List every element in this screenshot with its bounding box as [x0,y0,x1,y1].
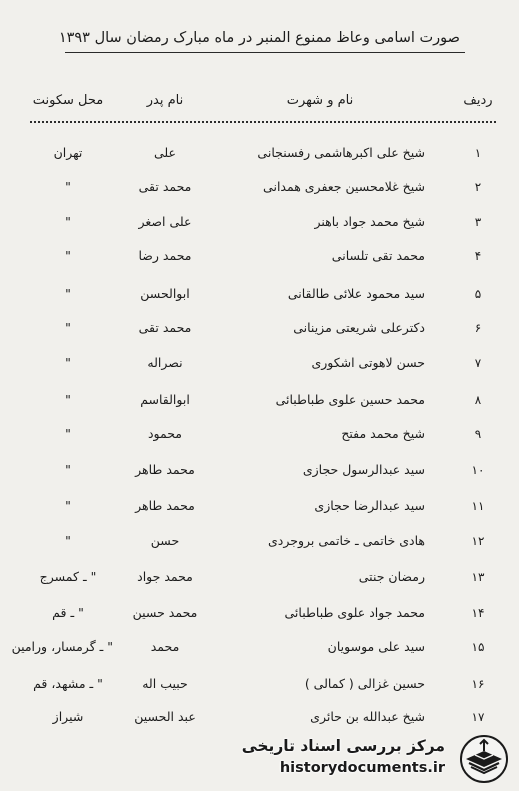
row-name: شیخ علی اکبرهاشمی رفسنجانی [257,145,425,160]
row-residence: " [65,533,71,548]
table-header [30,93,495,113]
row-father: محمود [147,426,182,441]
row-num: ۱۵ [471,640,485,654]
table-row [11,633,495,661]
row-name: محمد تقی تلسانی [331,248,425,263]
row-residence: " ـ گرمسار، ورامین [11,639,113,654]
row-name: دکترعلی شریعتی مزینانی [293,320,425,335]
table-row [30,173,495,201]
row-residence: " [65,179,71,194]
table-row [30,599,495,627]
table-row [30,349,495,377]
row-name: محمد جواد علوی طباطبائی [284,605,425,620]
row-name: رمضان جنتی [358,569,425,584]
row-residence: " [65,214,71,229]
row-father: محمد تقی [138,320,192,335]
row-num: ۸ [474,393,482,407]
table-row [30,563,495,591]
table-row [30,703,495,731]
document-title: صورت اسامی وعاظ ممنوع المنبر در ماه مبارک رمضان سال ۱۳۹۳ [58,30,460,46]
row-father: علی اصغر [138,214,192,229]
row-residence: " [65,248,71,263]
row-father: محمد طاهر [135,498,195,513]
row-residence: " [65,286,71,301]
table-row [30,456,495,484]
row-name: سید عبدالرضا حجازی [314,498,425,513]
row-father: عبد الحسین [134,709,196,724]
row-num: ۴ [474,249,482,263]
row-name: شیخ محمد مفتح [341,426,425,441]
row-num: ۶ [474,321,482,335]
table-row [30,139,495,167]
row-father: حسن [150,533,180,548]
table-row [30,208,495,236]
row-num: ۱۶ [471,677,485,691]
title-underline [65,52,465,53]
table-row [30,670,495,698]
row-name: حسین غزالی ( کمالی ) [304,676,425,691]
row-num: ۱۲ [471,534,485,548]
table-row [30,280,495,308]
row-name: محمد حسین علوی طباطبائی [275,392,425,407]
table-row [30,242,495,270]
row-name: شیخ عبدالله بن حائری [310,709,425,724]
row-name: هادی خاتمی ـ خاتمی بروجردی [267,533,425,548]
row-residence: " [65,355,71,370]
row-father: محمد تقی [138,179,192,194]
header-name: نام و شهرت [286,93,354,108]
header-num: ردیف [463,93,493,108]
row-name: حسن لاهوتی اشکوری [311,355,425,370]
row-num: ۱۴ [471,606,485,620]
row-residence: " [65,392,71,407]
row-num: ۳ [474,215,482,229]
row-residence: " [65,498,71,513]
watermark-org-name: مرکز بررسی اسناد تاریخی [241,737,445,755]
row-residence: شیراز [52,709,84,724]
header-father: نام پدر [146,93,184,108]
table-row [30,314,495,342]
row-residence: " [65,426,71,441]
row-residence: " [65,320,71,335]
row-father: محمد طاهر [135,462,195,477]
row-father: ابوالقاسم [140,392,190,407]
table-row [30,492,495,520]
row-num: ۱۳ [471,570,485,584]
row-father: ابوالحسن [140,286,190,301]
row-father: محمد رضا [138,248,192,263]
row-num: ۱۱ [471,499,485,513]
row-name: شیخ محمد جواد باهنر [314,214,425,229]
row-residence: " ـ مشهد، قم [33,676,103,691]
book-emblem-icon [457,733,511,785]
row-name: شیخ غلامحسین جعفری همدانی [263,179,425,194]
watermark-url: historydocuments.ir [279,760,445,776]
header-divider [30,121,496,123]
row-name: سید عبدالرسول حجازی [302,462,425,477]
row-residence: " ـ کمسرج [39,569,97,584]
row-num: ۱۷ [471,710,485,724]
table-body [11,139,495,739]
row-name: سید علی موسویان [327,639,425,654]
row-num: ۱۰ [471,463,485,477]
table-row [30,527,495,555]
watermark [231,731,515,787]
row-father: علی [153,145,176,160]
row-residence: " [65,462,71,477]
row-num: ۲ [474,180,482,194]
row-residence: تهران [53,145,83,160]
table-row [30,420,495,448]
row-father: محمد [150,639,180,654]
row-num: ۹ [474,427,482,441]
row-num: ۵ [474,287,482,301]
row-father: محمد جواد [137,569,193,584]
header-residence: محل سکونت [32,93,104,108]
row-name: سید محمود علائی طالقانی [287,286,425,301]
row-residence: " ـ قم [52,605,84,620]
row-num: ۷ [474,356,482,370]
row-father: نصراله [147,355,183,370]
row-num: ۱ [474,146,482,160]
table-row [30,386,495,414]
row-father: محمد حسین [132,605,198,620]
row-father: حبیب اله [142,676,188,691]
